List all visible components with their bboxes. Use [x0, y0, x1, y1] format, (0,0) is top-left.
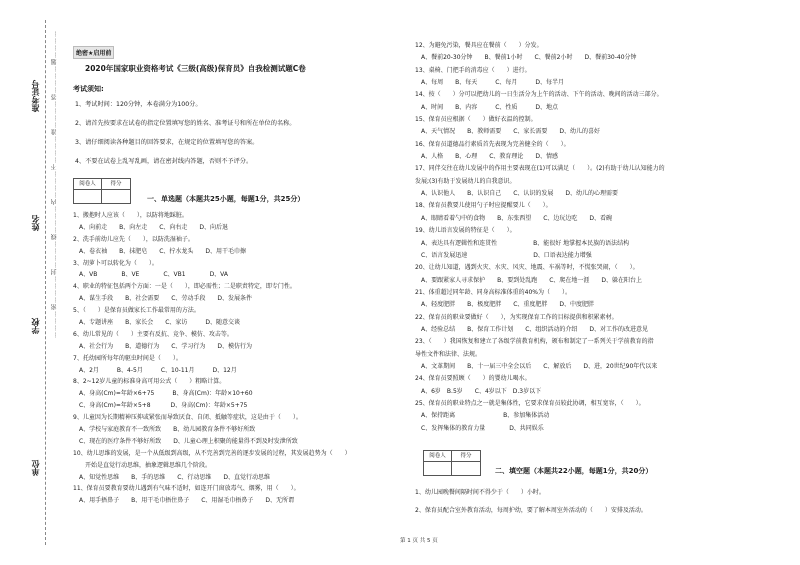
question-line: 10、幼儿思维的发展，是一个从低级到高级，从不完善到完善的逐步发展的过程，其发展趋势为（ ）: [73, 449, 351, 457]
question-line: A、6岁 B.5岁 C、4岁以下 D.3岁以下: [415, 387, 542, 395]
question-line: 13、桌椅、门把手的消毒应（ ）进行。: [415, 66, 531, 74]
question-line: A、每周 B、每天 C、每月 D、每半月: [415, 79, 565, 87]
question-line: 11、保育员要教育要幼儿遇到有气味不适时，如连开门窗放毒气、烟雾，用（ ）。: [73, 485, 300, 493]
question-line: A、用手捂鼻子 B、用干毛巾捂住鼻子 C、用湿毛巾捂鼻子 D、无所谓: [73, 497, 295, 505]
question-line: A、眼睛看着勺中的食物 B、东张西望 C、边玩边吃 D、看碗: [415, 214, 613, 222]
question-line: A、时间 B、内容 C、性质 D、地点: [415, 103, 559, 111]
question-line: 25、保育员的职业特点之一就是集体性，它要求保育员较此协调，相互宽容，（ ）。: [415, 399, 645, 407]
question-line: 23、（ ）我国恢复和建立了各级学前教育机构，颁布和制定了一系列关于学前教育的指: [415, 338, 654, 346]
question-line: A、人格 B、心理 C、教育理论 D、情感: [415, 153, 559, 161]
question-line: 12、为避免污染，餐具应在餐前（ ）分发。: [415, 42, 543, 49]
question-line: A、知觉性思维 B、手的思维 C、行动思维 D、直觉行动思维: [73, 473, 271, 481]
secret-badge: 绝密★启用前: [73, 46, 114, 59]
question-line: 4、职业的特征包括两个方面：一是（ ），即必需性；二是职责特定，即专门性。: [73, 283, 296, 291]
instruction-item: 4、不要在试卷上乱写乱画，请在密封线内答题，否则不予评分。: [75, 158, 253, 165]
exam-number-label: 准考证号: [31, 80, 40, 112]
question-line: 发展;(3)有助于发展幼儿的自我意识。: [415, 177, 516, 185]
score-box-2: [423, 450, 481, 476]
name-label: 姓名: [31, 215, 40, 231]
question-line: 24、保育员要照顾（ ）的婴幼儿喝水。: [415, 375, 531, 383]
question-line: 7、托幼园所每年的驱虫时间是（ ）。: [73, 354, 182, 362]
section2-questions: [415, 484, 647, 520]
grader-cell: [424, 462, 452, 475]
instruction-item: 1、考试时间：120分钟，本卷满分为100分。: [75, 101, 202, 108]
question-line: 1、搬抱时人应该（ ），以防将地踩脏。: [73, 212, 188, 219]
score-cell: [102, 190, 130, 203]
question-line: A、2月 B、4-5月 C、10-11月 D、12月: [73, 366, 237, 374]
question-line: A、表达具有逻辑性和连贯性 B、能很好 地掌握本民族的语法结构: [415, 239, 630, 247]
section2-title: 二、填空题（本题共22小题，每题1分，共20分）: [495, 467, 653, 475]
question-line: A、卷衣袖 B、抹肥皂 C、拧水龙头 D、用干毛巾擦: [73, 247, 247, 255]
question-line: 8、2~12岁儿童的标准身高可用公式（ ）粗略计算。: [73, 378, 226, 386]
question-line: A、保持距离 B、参加集体活动: [415, 412, 550, 420]
question-line: 开始是直觉行动思维，抽象逻辑思维几个阶段。: [73, 461, 212, 469]
instruction-item: 2、请首先按要求在试卷的指定位置填写您的姓名、准考证号和所在单位的名称。: [75, 120, 296, 127]
question-line: 6、幼儿常见的（ ）主要有反抗、竞争、模仿、攻击等。: [73, 330, 233, 338]
grader-header: 阅卷人: [424, 451, 452, 462]
section1-questions-continued: [415, 40, 665, 435]
score-cell: [452, 462, 480, 475]
question-line: C、发挥集体的教育力量 D、共同娱乐: [415, 424, 544, 432]
question-line: A、学校与家庭教育不一致所致 B、幼儿园教育条件不够好所致: [73, 426, 256, 434]
question-line: 1、幼儿园晚餐间隔时间不得少于（ ）小时。: [415, 489, 545, 496]
school-label: 学校: [31, 318, 40, 334]
question-line: A、轻度肥胖 B、极度肥胖 C、重度肥胖 D、中度肥胖: [415, 301, 595, 309]
question-line: A、天气情况 B、教师需要 C、家长需要 D、幼儿的喜好: [415, 128, 601, 136]
question-line: A、VB B、VE C、VB1 D、VA: [73, 271, 229, 279]
score-header: 得分: [102, 179, 130, 190]
unit-label: 单位: [31, 460, 40, 476]
question-line: A、社会行为 B、道德行为 C、学习行为 D、模仿行为: [73, 342, 253, 350]
score-header: 得分: [452, 451, 480, 462]
grader-header: 阅卷人: [74, 179, 102, 190]
score-box: [73, 178, 131, 204]
question-line: A、向前走 B、向左走 C、向右走 D、向后退: [73, 223, 229, 231]
grader-cell: [74, 190, 102, 203]
question-line: 2、保育员配合室外教育活动，每周护幼，要了解本周室外活动的（ ）安排及活动。: [415, 507, 647, 514]
question-line: 17、同伴交往在幼儿发展中的作用主要表现在(1)可以满足（ ）。(2)有助于幼儿认知能力的: [415, 165, 665, 173]
instruction-item: 3、请仔细阅读各种题目的回答要求，在规定的位置填写您的答案。: [75, 139, 259, 146]
question-line: C、现在的医疗条件不够好所致 D、儿童心理上积聚的能量得不到及时发泄所致: [73, 437, 298, 445]
question-line: 2、洗手前幼儿应先（ ），以防洗湿袖子。: [73, 235, 194, 243]
question-line: 18、保育员教要儿使用勺子时应提醒要儿（ ）。: [415, 202, 552, 210]
question-line: A、要跟紧家人寻求保护 B、要到处乱跑 C、爬在地一涯 D、躲在阳台上: [415, 276, 643, 284]
question-line: 14、按（ ）分可以把幼儿的一日生活分为上午的活动、下午的活动、晚间的活动三部分。: [415, 91, 663, 99]
section1-title: 一、单选题（本题共25小题，每题1分，共25分）: [147, 195, 305, 203]
question-line: 20、让幼儿知道，遇到火灾、水灾、风灾、地震、车祸等时，不慌张哭闹，（ ）。: [415, 264, 639, 272]
question-line: 导性文件和法律、法规。: [415, 350, 482, 358]
question-line: 16、保育员道德品行素质首先表现为完善健全的（ ）。: [415, 140, 570, 148]
instructions-list: [75, 101, 296, 177]
question-line: 22、保育员的职业要做好（ ），为实现保育工作的目标提供和积累素材。: [415, 313, 618, 321]
question-line: 5、（ ）是保育员做家长工作最常用的方法。: [73, 307, 200, 315]
question-line: A、文革期间 B、十一届三中全会以后 C、解放后 D、进，20世纪90年代以来: [415, 362, 658, 370]
question-line: 21、体重超过同年龄、同身高标准体重的40%为（ ）。: [415, 288, 571, 296]
seal-line: [45, 20, 46, 545]
page-title: 2020年国家职业资格考试《三级(高级)保育员》自我检测试题C卷: [85, 64, 306, 73]
question-line: A、身高(Cm)=年龄×6+75 B、身高(Cm)：年龄×10+60: [73, 390, 253, 398]
question-line: 9、儿童因为长期精神压抑或紧张而导致厌食、自闭、抵触等症状，这是由于（ ）。: [73, 414, 302, 422]
question-line: A、认识他人 B、认识自己 C、认识的发展 D、幼儿的心理需要: [415, 190, 619, 198]
page-number: 第 1 页 共 5 页: [400, 538, 438, 544]
question-line: 3、胡萝卜可以转化为（ ）。: [73, 259, 158, 267]
question-line: A、经验总结 B、保育工作计划 C、组织活动的介绍 D、对工作的改进意见: [415, 325, 649, 333]
question-line: 19、幼儿语言发展的特征是（ ）。: [415, 227, 516, 235]
question-line: C、身高(Cm)=年龄×5+8 D、身高(Cm)：年龄×5+75: [73, 402, 248, 410]
question-line: 15、保育员应根据（ ）做好衣温的控制。: [415, 116, 537, 124]
question-line: C、语言发展迅速 D、口语表达能力增强: [415, 251, 592, 259]
section1-questions: [73, 210, 351, 507]
seal-line-note: …………密…………封…………线…………内…………不…………准…………答…………题…………: [51, 30, 58, 338]
question-line: A、专题讲座 B、家长会 C、家访 D、随意交谈: [73, 319, 241, 327]
binding-margin: [0, 0, 60, 565]
instructions-title: 考试须知:: [73, 85, 104, 93]
question-line: A、餐前20-30分钟 B、餐前1小时 C、餐前2小时 D、餐前30-40分钟: [415, 54, 637, 62]
question-line: A、谋生手段 B、社会需要 C、劳动手段 D、发展条件: [73, 295, 253, 303]
